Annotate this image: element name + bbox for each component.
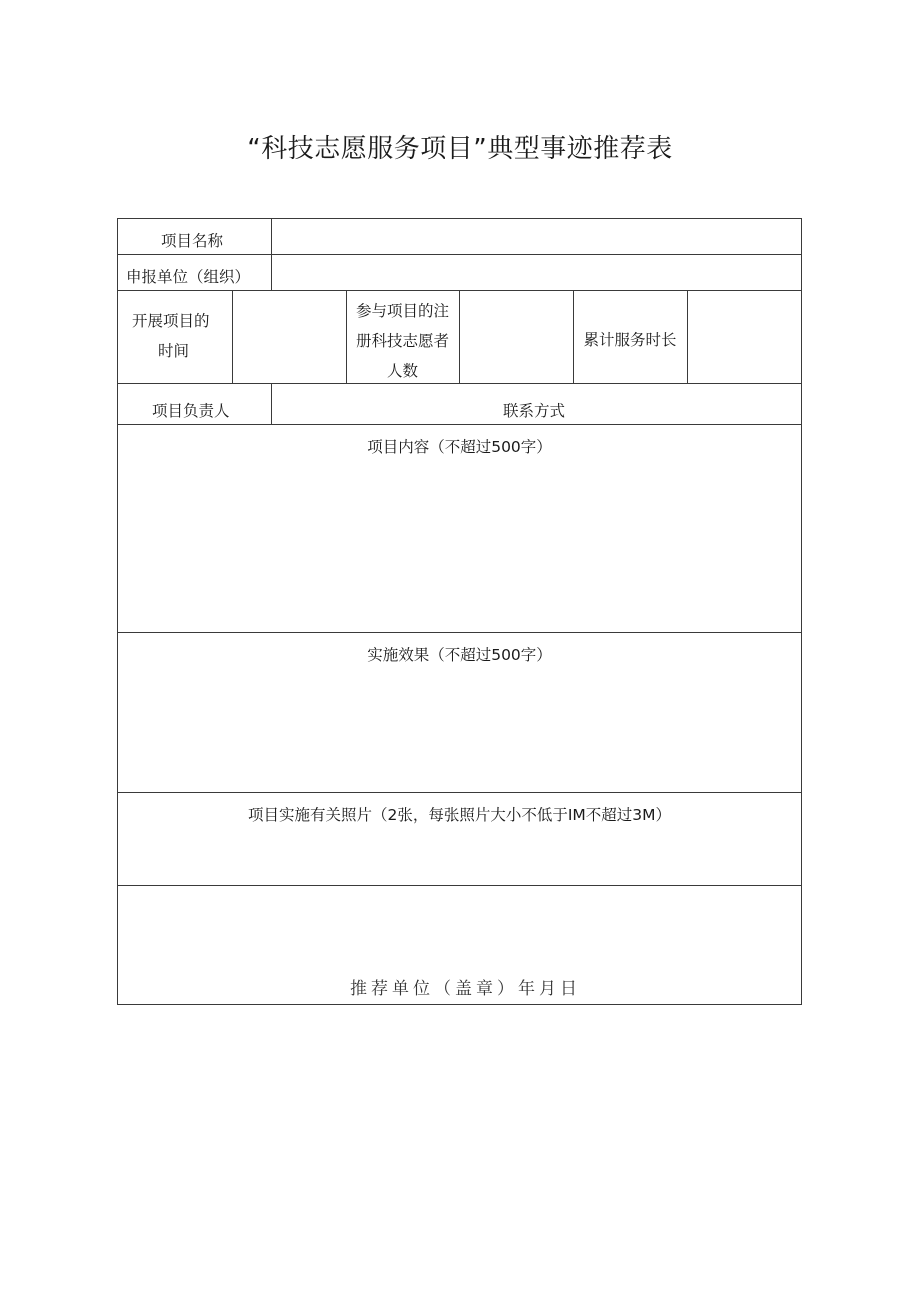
table-rule (117, 424, 802, 425)
applicant-unit-field[interactable] (274, 257, 798, 287)
volunteer-count-label-line: 册科技志愿者 (355, 332, 449, 350)
table-border-left (117, 218, 118, 1004)
project-name-field[interactable] (274, 221, 798, 251)
service-hours-label: 累计服务时长 (583, 331, 677, 349)
project-content-field[interactable] (122, 466, 797, 626)
project-photos-area[interactable] (122, 834, 797, 880)
table-rule (117, 632, 802, 633)
table-rule-vertical (271, 383, 272, 424)
volunteer-count-field[interactable] (462, 293, 570, 380)
project-leader-field[interactable] (274, 386, 494, 421)
implementation-effect-field[interactable] (122, 674, 797, 786)
project-name-label: 项目名称 (161, 232, 224, 250)
project-time-field[interactable] (235, 293, 343, 380)
project-time-label (132, 306, 210, 366)
table-border-bottom (117, 1004, 802, 1005)
table-rule-vertical (459, 290, 460, 383)
volunteer-count-label-line: 参与项目的注 (355, 302, 449, 320)
contact-label: 联系方式 (503, 402, 566, 420)
service-hours-field[interactable] (690, 293, 798, 380)
project-time-label-line: 开展项目的 (132, 312, 210, 330)
page-title: “科技志愿服务项目”典型事迹推荐表 (247, 134, 673, 164)
table-rule-vertical (271, 218, 272, 290)
project-content-label: 项目内容（不超过500字） (367, 438, 552, 456)
recommending-unit-stamp-label: 推荐单位（盖章）年月日 (350, 979, 581, 999)
table-border-right (801, 218, 802, 1004)
project-leader-label: 项目负责人 (152, 402, 230, 420)
contact-field[interactable] (580, 386, 798, 421)
table-border-top (117, 218, 802, 219)
project-photos-label: 项目实施有关照片（2张，每张照片大小不低于IM不超过3M） (247, 806, 672, 824)
table-rule-vertical (687, 290, 688, 383)
volunteer-count-label (346, 296, 459, 386)
table-rule (117, 383, 802, 384)
table-rule (117, 885, 802, 886)
applicant-unit-label: 申报单位（组织） (126, 268, 251, 286)
volunteer-count-label-line: 人数 (386, 362, 418, 380)
project-time-label-line: 时间 (158, 342, 190, 360)
table-rule (117, 254, 802, 255)
table-rule (117, 792, 802, 793)
implementation-effect-label: 实施效果（不超过500字） (367, 646, 552, 664)
table-rule-vertical (232, 290, 233, 383)
